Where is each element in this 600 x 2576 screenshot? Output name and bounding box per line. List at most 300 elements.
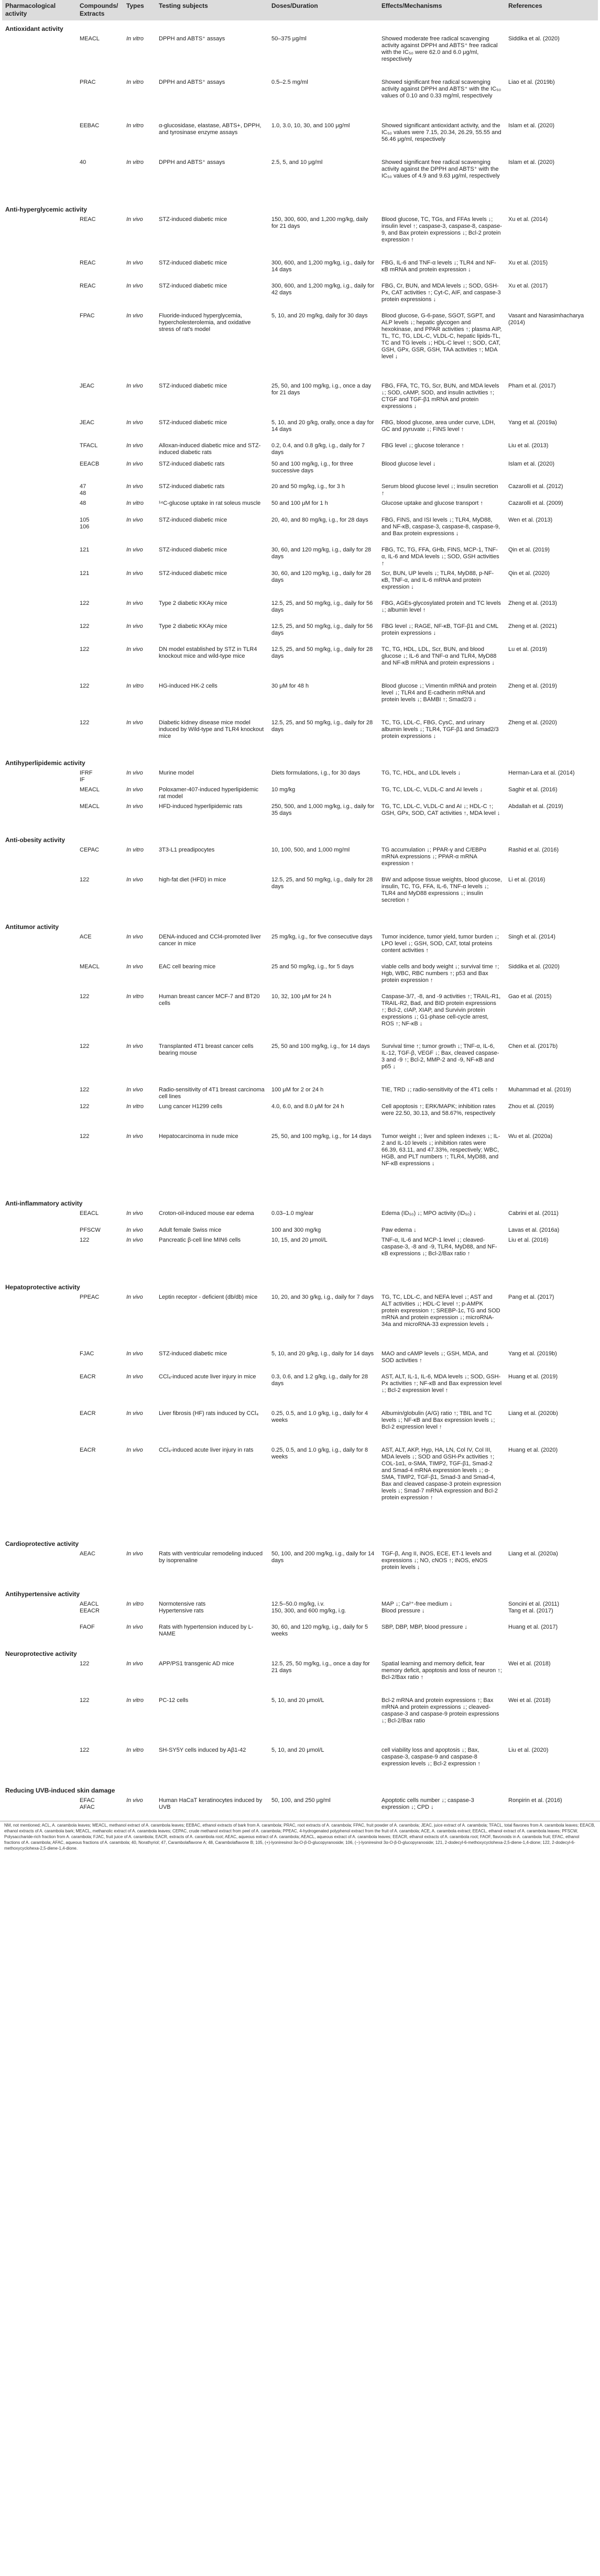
- dose-cell: 100 and 300 mg/kg: [271, 1227, 321, 1233]
- dose-cell: 10 mg/kg: [271, 787, 296, 793]
- activity-cell: [2, 1599, 77, 1622]
- activity-cell: [2, 1349, 77, 1372]
- subject-cell: Poloxamer-407-induced hyperlipidemic rat model: [159, 787, 259, 800]
- type-cell: In vivo: [126, 1374, 143, 1380]
- subject-cell: STZ-induced diabetic mice: [159, 419, 227, 426]
- compound-cell: 122: [80, 600, 90, 606]
- compound-cell: TFACL: [80, 443, 98, 449]
- compound-cell: 122: [80, 1133, 90, 1140]
- effect-cell: viable cells and body weight ↓; survival time ↑; Hgb, WBC, RBC numbers ↑; p53 and Bax protein expression ↑: [381, 964, 499, 983]
- subject-cell: CCl₄-induced acute liver injury in mice: [159, 1374, 256, 1380]
- table-row: [2, 1235, 598, 1279]
- section-title: Anti-hyperglycemic activity: [5, 206, 88, 213]
- table-row: [2, 215, 598, 258]
- subject-cell: ¹⁴C-glucose uptake in rat soleus muscle: [159, 500, 261, 506]
- subject-cell: STZ-induced diabetic mice: [159, 1351, 227, 1357]
- compound-cell: PFSCW: [80, 1227, 101, 1233]
- table-row: [2, 281, 598, 311]
- dose-cell: 12.5, 25, 50 mg/kg, i.g., once a day for 21 days: [271, 1661, 370, 1674]
- effect-cell: Tumor incidence, tumor yield, tumor burden ↓; LPO level ↓; GSH, SOD, CAT, total proteins content activities ↑: [381, 934, 499, 954]
- compound-cell: IFRF IF: [80, 770, 93, 783]
- subject-cell: Alloxan-induced diabetic mice and STZ-induced diabetic rats: [159, 443, 261, 456]
- reference-cell: Zhou et al. (2019): [508, 1103, 554, 1110]
- compound-cell: FJAC: [80, 1351, 94, 1357]
- effect-cell: Cell apoptosis ↑; ERK/MAPK; inhibition rates were 22.50, 30.13, and 58.67%, respectively: [381, 1103, 496, 1116]
- table-row: [2, 1659, 598, 1696]
- type-cell: In vivo: [126, 1351, 143, 1357]
- effect-cell: FBG, FINS, and ISI levels ↓; TLR4, MyD88, and NF-κB, caspase-3, caspase-8, caspase-9, and Bax protein expressions ↓: [381, 517, 500, 537]
- table-row: [2, 482, 598, 499]
- activity-cell: [2, 1132, 77, 1195]
- type-cell: In vivo: [126, 443, 143, 449]
- reference-cell: Singh et al. (2014): [508, 934, 555, 940]
- reference-cell: Yang et al. (2019b): [508, 1351, 557, 1357]
- table-row: [2, 1599, 598, 1622]
- activity-cell: [2, 158, 77, 201]
- dose-cell: 12.5, 25, and 50 mg/kg, i.g., daily for 56 days: [271, 600, 373, 613]
- dose-cell: 30, 60, and 120 mg/kg, i.g., daily for 5 weeks: [271, 1624, 368, 1637]
- type-cell: In vivo: [126, 1797, 143, 1804]
- reference-cell: Pham et al. (2017): [508, 383, 556, 389]
- table-row: [2, 785, 598, 802]
- type-cell: In vivo: [126, 1447, 143, 1453]
- reference-cell: Pang et al. (2017): [508, 1294, 554, 1300]
- compound-cell: 48: [80, 500, 86, 506]
- type-cell: In vivo: [126, 461, 143, 467]
- activity-cell: [2, 482, 77, 499]
- compound-cell: EACR: [80, 1447, 96, 1453]
- dose-cell: 25 and 50 mg/kg, i.g., for 5 days: [271, 964, 354, 970]
- reference-cell: Liu et al. (2020): [508, 1747, 549, 1753]
- compound-cell: 122: [80, 1043, 90, 1049]
- dose-cell: 4.0, 6.0, and 8.0 μM for 24 h: [271, 1103, 344, 1110]
- reference-cell: Rashid et al. (2016): [508, 847, 559, 853]
- compound-cell: AEACL EEACR: [80, 1601, 100, 1614]
- activity-cell: [2, 1372, 77, 1409]
- table-row: [2, 875, 598, 919]
- type-cell: In vivo: [126, 877, 143, 883]
- subject-cell: Human breast cancer MCF-7 and BT20 cells: [159, 993, 260, 1007]
- activity-cell: [2, 121, 77, 158]
- activity-cell: [2, 1209, 77, 1225]
- dose-cell: 5, 10, and 20 mg/kg, daily for 30 days: [271, 313, 368, 319]
- activity-cell: [2, 1549, 77, 1586]
- dose-cell: 10, 20, and 30 g/kg, i.g., daily for 7 days: [271, 1294, 374, 1300]
- section-title: Antioxidant activity: [5, 25, 63, 32]
- effect-cell: FBG, TC, TG, FFA, GHb, FINS, MCP-1, TNF-α, IL-6 and MDA levels ↓; SOD, GSH activities ↑: [381, 547, 499, 567]
- effect-cell: Paw edema ↓: [381, 1227, 417, 1233]
- effect-cell: Apoptotic cells number ↓; caspase-3 expression ↓; CPD ↓: [381, 1797, 474, 1810]
- reference-cell: Zheng et al. (2020): [508, 720, 557, 726]
- section-row: [2, 832, 598, 845]
- subject-cell: Murine model: [159, 770, 194, 776]
- type-cell: In vitro: [126, 159, 144, 165]
- section-row: [2, 755, 598, 768]
- effect-cell: Survival time ↑; tumor growth ↓; TNF-α, IL-6, IL-12, TGF-β, VEGF ↓; Bax, cleaved caspase-3 and -9 ↑; Bcl-2, MMP-2 and -9, NF-κB and p65 ↓: [381, 1043, 499, 1070]
- subject-cell: Rats with hypertension induced by L-NAME: [159, 1624, 254, 1637]
- type-cell: In vivo: [126, 1661, 143, 1667]
- table-row: [2, 645, 598, 681]
- type-cell: In vivo: [126, 646, 143, 653]
- activity-cell: [2, 962, 77, 992]
- header-row: [2, 0, 598, 20]
- effect-cell: Glucose uptake and glucose transport ↑: [381, 500, 483, 506]
- reference-cell: Islam et al. (2020): [508, 123, 555, 129]
- table-header: [2, 0, 598, 20]
- reference-cell: Cazarolli et al. (2009): [508, 500, 563, 506]
- table-row: [2, 962, 598, 992]
- table-row: [2, 802, 598, 832]
- reference-cell: Cabrini et al. (2011): [508, 1210, 559, 1217]
- type-cell: In vivo: [126, 1043, 143, 1049]
- table-row: [2, 599, 598, 622]
- activity-cell: [2, 515, 77, 545]
- subject-cell: STZ-induced diabetic mice: [159, 283, 227, 289]
- dose-cell: 0.25, 0.5, and 1.0 g/kg, i.g., daily for 4 weeks: [271, 1410, 368, 1423]
- reference-cell: Zheng et al. (2013): [508, 600, 557, 606]
- dose-cell: 12.5, 25, and 50 mg/kg, i.g., daily for 28 days: [271, 720, 373, 733]
- compound-cell: 122: [80, 993, 90, 1000]
- type-cell: In vivo: [126, 1237, 143, 1243]
- type-cell: In vivo: [126, 1410, 143, 1417]
- subject-cell: DPPH and ABTS⁺ assays: [159, 36, 225, 42]
- dose-cell: 12.5–50.0 mg/kg, i.v. 150, 300, and 600 mg/kg, i.g.: [271, 1601, 346, 1614]
- table-row: [2, 418, 598, 441]
- effect-cell: Blood glucose level ↓: [381, 461, 436, 467]
- table-row: [2, 622, 598, 645]
- activity-cell: [2, 1102, 77, 1132]
- reference-cell: Gao et al. (2015): [508, 993, 552, 1000]
- section-title: Antihyperlipidemic activity: [5, 759, 85, 767]
- compound-cell: MEACL: [80, 964, 100, 970]
- reference-cell: Siddika et al. (2020): [508, 36, 560, 42]
- subject-cell: Adult female Swiss mice: [159, 1227, 222, 1233]
- dose-cell: 0.2, 0.4, and 0.8 g/kg, i.g., daily for 7 days: [271, 443, 365, 456]
- dose-cell: Diets formulations, i.g., for 30 days: [271, 770, 361, 776]
- compound-cell: JEAC: [80, 419, 95, 426]
- activity-cell: [2, 645, 77, 681]
- activity-cell: [2, 1292, 77, 1349]
- activity-cell: [2, 499, 77, 515]
- effect-cell: TIE, TRD ↓; radio-sensitivity of the 4T1 cells ↑: [381, 1087, 498, 1093]
- effect-cell: Blood glucose ↓; Vimentin mRNA and protein level ↓; TLR4 and E-cadherin mRNA and protein levels ↓; BAMBI ↑; Smad2/3 ↓: [381, 683, 497, 703]
- table-row: [2, 381, 598, 418]
- activity-cell: [2, 1042, 77, 1085]
- table-row: [2, 1549, 598, 1586]
- table-row: [2, 1209, 598, 1225]
- type-cell: In vivo: [126, 720, 143, 726]
- compound-cell: AEAC: [80, 1551, 95, 1557]
- effect-cell: Serum blood glucose level ↓; insulin secretion ↑: [381, 483, 498, 496]
- reference-cell: Saghir et al. (2016): [508, 787, 558, 793]
- compound-cell: 105 106: [80, 517, 90, 530]
- table-row: [2, 34, 598, 78]
- table-row: [2, 311, 598, 381]
- table-row: [2, 499, 598, 515]
- section-row: [2, 1279, 598, 1292]
- subject-cell: STZ-induced diabetic mice: [159, 547, 227, 553]
- reference-cell: Islam et al. (2020): [508, 159, 555, 165]
- compound-cell: 122: [80, 1103, 90, 1110]
- dose-cell: 30, 60, and 120 mg/kg, i.g., daily for 28 days: [271, 570, 372, 583]
- activity-cell: [2, 78, 77, 121]
- dose-cell: 12.5, 25, and 50 mg/kg, i.g., daily for 28 days: [271, 646, 373, 659]
- type-cell: In vitro: [126, 1747, 144, 1753]
- effect-cell: Scr, BUN, UP levels ↓; TLR4, MyD88, p-NF-κB, TNF-α, and IL-6 mRNA and protein expression ↓: [381, 570, 494, 590]
- reference-cell: Siddika et al. (2020): [508, 964, 560, 970]
- reference-cell: Yang et al. (2019a): [508, 419, 557, 426]
- section-title: Anti-obesity activity: [5, 836, 66, 844]
- reference-cell: Zheng et al. (2019): [508, 683, 557, 689]
- effect-cell: AST, ALT, AKP, Hyp, HA, LN, Col IV, Col III, MDA levels ↓; SOD and GSH-Px activities ↑; COL-1α1, α-SMA, TIMP2, TGF-β1, Smad-2 and Smad-4 mRNA expression levels ↓; α-SMA, TIMP2, TGF-β1, Smad-3 and Smad-4, Bax and cleaved caspase-3 protein expression levels ↓; Smad-7 mRNA expression and Bcl-2 protein expression ↑: [381, 1447, 501, 1501]
- type-cell: In vivo: [126, 1227, 143, 1233]
- subject-cell: Fluoride-induced hyperglycemia, hypercholesterolemia, and oxidative stress of rat's model: [159, 313, 251, 333]
- compound-cell: MEACL: [80, 803, 100, 810]
- effect-cell: FBG, FFA, TC, TG, Scr, BUN, and MDA levels ↓; SOD, cAMP, SOD, and insulin activities ↑; CTGF and TGF-β1 mRNA and protein expressions ↓: [381, 383, 499, 410]
- table-row: [2, 1292, 598, 1349]
- reference-cell: Xu et al. (2014): [508, 216, 548, 223]
- subject-cell: Croton-oil-induced mouse ear edema: [159, 1210, 254, 1217]
- dose-cell: 25, 50 and 100 mg/kg, i.g., for 14 days: [271, 1043, 370, 1049]
- subject-cell: Radio-sensitivity of 4T1 breast carcinoma cell lines: [159, 1087, 265, 1100]
- table-row: [2, 121, 598, 158]
- type-cell: In vivo: [126, 1087, 143, 1093]
- type-cell: In vivo: [126, 1551, 143, 1557]
- reference-cell: Liu et al. (2013): [508, 443, 549, 449]
- subject-cell: Lung cancer H1299 cells: [159, 1103, 223, 1110]
- table-row: [2, 258, 598, 281]
- activity-cell: [2, 932, 77, 962]
- type-cell: In vivo: [126, 787, 143, 793]
- compound-cell: 122: [80, 1697, 90, 1704]
- reference-cell: Li et al. (2016): [508, 877, 546, 883]
- effect-cell: TC, TG, HDL, LDL, Scr, BUN, and blood glucose ↓; IL-6 and TNF-α and TLR4, MyD88 and NF-κB mRNA and protein expressions ↓: [381, 646, 497, 666]
- type-cell: In vitro: [126, 36, 144, 42]
- reference-cell: Liang et al. (2020b): [508, 1410, 558, 1417]
- type-cell: In vivo: [126, 1294, 143, 1300]
- compound-cell: 40: [80, 159, 86, 165]
- dose-cell: 50 and 100 mg/kg, i.g., for three successive days: [271, 461, 353, 474]
- activity-cell: [2, 1659, 77, 1696]
- compound-cell: ACE: [80, 934, 92, 940]
- dose-cell: 30, 60, and 120 mg/kg, i.g., daily for 28 days: [271, 547, 372, 560]
- type-cell: In vivo: [126, 383, 143, 389]
- activity-cell: [2, 34, 77, 78]
- subject-cell: STZ-induced diabetic mice: [159, 216, 227, 223]
- table-row: [2, 515, 598, 545]
- header-effects: Effects/Mechanisms: [378, 0, 505, 20]
- table-body: [2, 20, 598, 1819]
- dose-cell: 20, 40, and 80 mg/kg, i.g., for 28 days: [271, 517, 368, 523]
- subject-cell: Pancreatic β-cell line MIN6 cells: [159, 1237, 241, 1243]
- compound-cell: EEACL: [80, 1210, 99, 1217]
- subject-cell: Type 2 diabetic KKAy mice: [159, 600, 227, 606]
- subject-cell: Diabetic kidney disease mice model induced by Wild-type and TLR4 knockout mice: [159, 720, 264, 739]
- reference-cell: Huang et al. (2017): [508, 1624, 558, 1630]
- table-row: [2, 1796, 598, 1819]
- activity-cell: [2, 1696, 77, 1745]
- dose-cell: 1.0, 3.0, 10, 30, and 100 μg/ml: [271, 123, 350, 129]
- effect-cell: Blood glucose, G-6-pase, SGOT, SGPT, and ALP levels ↓; hepatic glycogen and hexokinase, and PPAR activities ↑; plasma AIP, TL, TC, TG, LDL-C, VLDL-C, hepatic lipids-TL, TC and TG levels ↓; HDL-C level ↑; SOD, CAT, GSH, GPx, GSR, GSH, TAA activities ↑; MDA level ↓: [381, 313, 502, 360]
- activity-cell: [2, 1796, 77, 1819]
- table-row: [2, 992, 598, 1042]
- table-row: [2, 459, 598, 482]
- subject-cell: STZ-induced diabetic mice: [159, 517, 227, 523]
- dose-cell: 50 and 100 μM for 1 h: [271, 500, 328, 506]
- activity-cell: [2, 802, 77, 832]
- dose-cell: 0.03–1.0 mg/ear: [271, 1210, 314, 1217]
- effect-cell: Caspase-3/7, -8, and -9 activities ↑; TRAIL-R1, TRAIL-R2, Bad, and BID protein expressions ↑; Bcl-2, cIAP, XIAP, and Survivin protein expressions ↓; G1-phase cell-cycle arrest, ROS ↑; NF-κB ↓: [381, 993, 501, 1027]
- section-title: Hepatoprotective activity: [5, 1284, 80, 1291]
- compound-cell: EFAC AFAC: [80, 1797, 95, 1810]
- type-cell: In vivo: [126, 313, 143, 319]
- effect-cell: TG accumulation ↓; PPAR-γ and C/EBPα mRNA expressions ↓; PPAR-α mRNA expression ↑: [381, 847, 486, 867]
- table-row: [2, 845, 598, 875]
- section-row: [2, 1782, 598, 1796]
- reference-cell: Liang et al. (2020a): [508, 1551, 558, 1557]
- compound-cell: 122: [80, 646, 90, 653]
- reference-cell: Chen et al. (2017b): [508, 1043, 558, 1049]
- dose-cell: 20 and 50 mg/kg, i.g., for 3 h: [271, 483, 345, 490]
- dose-cell: 50–375 μg/ml: [271, 36, 307, 42]
- activity-cell: [2, 1445, 77, 1535]
- reference-cell: Ronpirin et al. (2016): [508, 1797, 562, 1804]
- dose-cell: 0.25, 0.5, and 1.0 g/kg, i.g., daily for 8 weeks: [271, 1447, 368, 1460]
- effect-cell: TG, TC, LDL-C, VLDL-C and AI levels ↓: [381, 787, 483, 793]
- pharmacology-table: [2, 0, 598, 1819]
- section-title: Neuroprotective activity: [5, 1650, 77, 1657]
- table-row: [2, 1102, 598, 1132]
- compound-cell: EEBAC: [80, 123, 100, 129]
- reference-cell: Liao et al. (2019b): [508, 79, 555, 85]
- effect-cell: FBG, IL-6 and TNF-α levels ↓; TLR4 and NF-κB mRNA and protein expression ↓: [381, 260, 496, 273]
- effect-cell: SBP, DBP, MBP, blood pressure ↓: [381, 1624, 467, 1630]
- type-cell: In vitro: [126, 500, 144, 506]
- compound-cell: 121: [80, 547, 90, 553]
- compound-cell: JEAC: [80, 383, 95, 389]
- compound-cell: 122: [80, 623, 90, 629]
- reference-cell: Lavas et al. (2016a): [508, 1227, 560, 1233]
- activity-cell: [2, 281, 77, 311]
- type-cell: In vivo: [126, 570, 143, 577]
- header-references: References: [505, 0, 598, 20]
- header-activity: Pharmacological activity: [2, 0, 77, 20]
- reference-cell: Muhammad et al. (2019): [508, 1087, 571, 1093]
- effect-cell: TG, TC, HDL, and LDL levels ↓: [381, 770, 461, 776]
- reference-cell: Vasant and Narasimhacharya (2014): [508, 313, 584, 326]
- type-cell: In vivo: [126, 1624, 143, 1630]
- effect-cell: FBG level ↓; glucose tolerance ↑: [381, 443, 464, 449]
- subject-cell: HFD-induced hyperlipidemic rats: [159, 803, 243, 810]
- subject-cell: DPPH and ABTS⁺ assays: [159, 79, 225, 85]
- table-row: [2, 1409, 598, 1445]
- table-row: [2, 1445, 598, 1535]
- subject-cell: high-fat diet (HFD) in mice: [159, 877, 226, 883]
- effect-cell: Tumor weight ↓; liver and spleen indexes ↓; IL-2 and IL-10 levels ↓; inhibition rates were 66.39, 63.11, and 47.33%, respectively; WBC, HGB, and PLT numbers ↑; TLR4, MyD88, and NF-κB expressions ↓: [381, 1133, 500, 1167]
- effect-cell: TG, TC, LDL-C, and NEFA level ↓; AST and ALT activities ↓; HDL-C level ↑; p-AMPK protein expression ↑; SREBP-1c, TG and SOD mRNA and protein expression ↓; microRNA-34a and microRNA-33 expression levels ↓: [381, 1294, 500, 1328]
- effect-cell: FBG level ↓; RAGE, NF-κB, TGF-β1 and CML protein expressions ↓: [381, 623, 498, 636]
- effect-cell: Blood glucose, TC, TGs, and FFAs levels ↓; insulin level ↑; caspase-3, caspase-8, caspase-9, and Bax protein expressions ↓; Bcl-2 protein expression ↑: [381, 216, 502, 243]
- compound-cell: EACR: [80, 1374, 96, 1380]
- dose-cell: 50, 100, and 250 μg/ml: [271, 1797, 331, 1804]
- section-title: Antihypertensive activity: [5, 1590, 80, 1598]
- table-row: [2, 78, 598, 121]
- subject-cell: DN model established by STZ in TLR4 knockout mice and wild-type mice: [159, 646, 257, 659]
- subject-cell: STZ-induced diabetic mice: [159, 260, 227, 266]
- table-row: [2, 545, 598, 569]
- compound-cell: 122: [80, 720, 90, 726]
- reference-cell: Qin et al. (2020): [508, 570, 550, 577]
- table-row: [2, 441, 598, 459]
- table-row: [2, 1042, 598, 1085]
- type-cell: In vivo: [126, 1133, 143, 1140]
- section-row: [2, 20, 598, 34]
- activity-cell: [2, 258, 77, 281]
- header-testing-subjects: Testing subjects: [156, 0, 268, 20]
- table-row: [2, 1349, 598, 1372]
- section-row: [2, 1586, 598, 1599]
- dose-cell: 100 μM for 2 or 24 h: [271, 1087, 324, 1093]
- type-cell: In vivo: [126, 419, 143, 426]
- activity-cell: [2, 418, 77, 441]
- subject-cell: Human HaCaT keratinocytes induced by UVB: [159, 1797, 263, 1810]
- table-row: [2, 158, 598, 201]
- header-types: Types: [123, 0, 156, 20]
- dose-cell: 25, 50, and 100 mg/kg, i.g., for 14 days: [271, 1133, 372, 1140]
- dose-cell: 5, 10, and 20 μmol/L: [271, 1747, 324, 1753]
- activity-cell: [2, 875, 77, 919]
- section-row: [2, 201, 598, 215]
- activity-cell: [2, 311, 77, 381]
- compound-cell: 122: [80, 1747, 90, 1753]
- section-row: [2, 919, 598, 932]
- activity-cell: [2, 622, 77, 645]
- dose-cell: 300, 600, and 1,200 mg/kg, i.g., daily for 14 days: [271, 260, 375, 273]
- type-cell: In vitro: [126, 847, 144, 853]
- activity-cell: [2, 441, 77, 459]
- effect-cell: MAP ↓; Ca²⁺-free medium ↓ Blood pressure ↓: [381, 1601, 453, 1614]
- dose-cell: 0.5–2.5 mg/ml: [271, 79, 308, 85]
- dose-cell: 10, 100, 500, and 1,000 mg/ml: [271, 847, 350, 853]
- table-row: [2, 1132, 598, 1195]
- section-title: Reducing UVB-induced skin damage: [5, 1787, 115, 1794]
- reference-cell: Wei et al. (2018): [508, 1697, 551, 1704]
- subject-cell: Normotensive rats Hypertensive rats: [159, 1601, 206, 1614]
- activity-cell: [2, 459, 77, 482]
- dose-cell: 50, 100, and 200 mg/kg, i.g., daily for 14 days: [271, 1551, 375, 1564]
- compound-cell: 122: [80, 1661, 90, 1667]
- activity-cell: [2, 1235, 77, 1279]
- compound-cell: REAC: [80, 283, 96, 289]
- type-cell: In vivo: [126, 770, 143, 776]
- table-row: [2, 1225, 598, 1235]
- subject-cell: EAC cell bearing mice: [159, 964, 216, 970]
- header-compounds: Compounds/ Extracts: [77, 0, 123, 20]
- type-cell: In vitro: [126, 123, 144, 129]
- subject-cell: PC-12 cells: [159, 1697, 189, 1704]
- type-cell: In vitro: [126, 993, 144, 1000]
- table-footnote: NM, not mentioned; ACL, A. carambola leaves; MEACL, methanol extract of A. carambola leaves; EEBAC, ethanol extracts of bark from A. carambola; PRAC, root extracts of A. carambola; FPAC, fruit powder of A. carambola; JEAC, juice extract of A. carambola; TFACL, total flavones from A. carambola leaves; EEACB, ethanol extracts of A. carambola bark; MEACL, methanolic extract of A. carambola leaves; CEPAC, crude methanol extract from peel of A. carambola; PPEAC, 4-hydrogenated polyphenol extract from the fruit of A. carambola; ACE, A. carambola extract; EEACL, ethanol extract of A. carambola leaves; PFSCW, Polysaccharide-rich fraction from A. carambola; FJAC, fruit juice of A. carambola; EACR, extracts of A. carambola root; AEAC, aqueous extract of A. carambola; AEACL, aqueous extract of A. carambola leaves; EEACR, ethanol extracts of A. carambola root; FAOF, flavonoids in A. carambola fruit; EFAC, ethanol fractions of A. carambola; AFAC, aqueous fractions of A. carambola; 40, Norathyriol; 47, Carambolaflavone A; 48, Carambolaflavone B; 105, (+)-lyoniresinol 3α-O-β-D-glucopyranoside; 106, (−)-lyoniresinol 3α-O-β-D-glucopyranoside; 121, 2-dodecyl-6-methoxycyclohexa-2,5-diene-1,4-dione; 122, 2-dodecyl-6-methoxycyclohexa-2,5-diene-1,4-dione.: [0, 1821, 600, 1851]
- subject-cell: HG-induced HK-2 cells: [159, 683, 217, 689]
- dose-cell: 12.5, 25, and 50 mg/kg, i.g., daily for 28 days: [271, 877, 373, 890]
- activity-cell: [2, 545, 77, 569]
- type-cell: In vivo: [126, 547, 143, 553]
- subject-cell: STZ-induced diabetic mice: [159, 383, 227, 389]
- dose-cell: 5, 10, and 20 g/kg, orally, once a day for 14 days: [271, 419, 374, 433]
- reference-cell: Liu et al. (2016): [508, 1237, 549, 1243]
- subject-cell: DENA-induced and CCl4-promoted liver cancer in mice: [159, 934, 261, 947]
- dose-cell: 25 mg/kg, i.g., for five consecutive days: [271, 934, 373, 940]
